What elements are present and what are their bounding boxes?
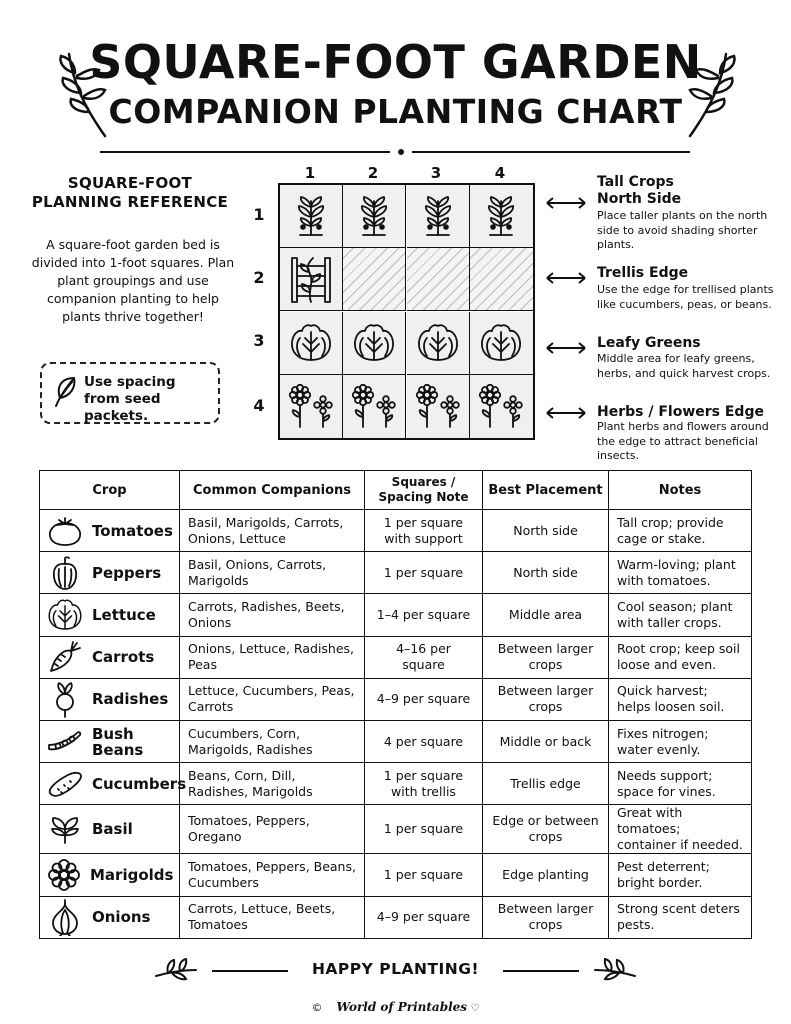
double-arrow-icon: [545, 407, 587, 419]
crop-name: Lettuce: [92, 605, 156, 624]
table-row: [40, 636, 752, 678]
grid-cell: [470, 312, 533, 375]
double-arrow-icon: [545, 272, 587, 284]
column-header: Notes: [609, 471, 752, 510]
zone-title: Trellis Edge: [597, 265, 689, 281]
leaf-icon: [52, 374, 78, 408]
table-row: [40, 552, 752, 594]
spacing-cell: 1 per square with support: [365, 510, 483, 552]
crop-name: Basil: [92, 820, 133, 839]
table-row: [40, 720, 752, 762]
footer-divider: [503, 970, 579, 972]
grid-cell: [280, 185, 343, 248]
companions-cell: Basil, Marigolds, Carrots, Onions, Lettuce: [180, 510, 365, 552]
crop-cell: [40, 854, 180, 896]
grid-cell: [470, 185, 533, 248]
grid-row-label: 4: [253, 396, 265, 415]
header-divider: [100, 151, 390, 153]
crop-cell: [40, 594, 180, 636]
page-subtitle: COMPANION PLANTING CHART: [108, 92, 683, 131]
zone-description: Plant herbs and flowers around the edge to attract beneficial insects.: [597, 420, 769, 462]
crop-cell: [40, 720, 180, 762]
tomato-plant-icon: [292, 193, 330, 239]
spacing-cell: 4 per square: [365, 720, 483, 762]
companions-cell: Basil, Onions, Carrots, Marigolds: [180, 552, 365, 594]
tomato-plant-icon: [482, 193, 520, 239]
crop-name: Bush Beans: [92, 724, 144, 759]
grid-cell: [343, 185, 406, 248]
double-arrow-icon: [545, 342, 587, 354]
grid-cell: [407, 248, 470, 311]
zone-title: Tall Crops North Side: [597, 174, 682, 207]
placement-cell: Between larger crops: [483, 678, 609, 720]
crop-name: Radishes: [92, 690, 169, 709]
tomato-icon: [46, 514, 84, 548]
placement-cell: Between larger crops: [483, 896, 609, 938]
header-divider-dot: [398, 149, 404, 155]
tomato-plant-icon: [419, 193, 457, 239]
lettuce-icon: [478, 322, 524, 364]
companions-cell: Beans, Corn, Dill, Radishes, Marigolds: [180, 763, 365, 805]
crop-cell: [40, 896, 180, 938]
grid-column-label: 1: [304, 164, 316, 182]
grid-cell: [407, 375, 470, 438]
lettuce-icon: [351, 322, 397, 364]
lettuce-icon: [415, 322, 461, 364]
onion-icon: [46, 900, 84, 934]
companions-cell: Carrots, Radishes, Beets, Onions: [180, 594, 365, 636]
notes-cell: Cool season; plant with taller crops.: [609, 594, 752, 636]
zone-description: Place taller plants on the north side to avoid shading shorter plants.: [597, 209, 768, 251]
placement-cell: North side: [483, 510, 609, 552]
crop-cell: [40, 678, 180, 720]
placement-cell: Trellis edge: [483, 763, 609, 805]
spacing-cell: 4–16 per square: [365, 636, 483, 678]
notes-cell: Strong scent deters pests.: [609, 896, 752, 938]
placement-cell: Edge or between crops: [483, 805, 609, 854]
table-row: [40, 854, 752, 896]
lettuce-icon: [288, 322, 334, 364]
notes-cell: Quick harvest; helps loosen soil.: [609, 678, 752, 720]
zone-description: Use the edge for trellised plants like cucumbers, peas, or beans.: [597, 283, 774, 311]
table-row: [40, 678, 752, 720]
crop-cell: [40, 763, 187, 805]
crop-cell: [40, 636, 180, 678]
spacing-cell: 1 per square: [365, 552, 483, 594]
zone-description: Middle area for leafy greens, herbs, and quick harvest crops.: [597, 352, 771, 380]
placement-cell: Between larger crops: [483, 636, 609, 678]
placement-cell: North side: [483, 552, 609, 594]
brand-name: World of Printables: [336, 1000, 468, 1014]
table-row: [40, 594, 752, 636]
crop-name: Onions: [92, 908, 151, 927]
zone-title: Herbs / Flowers Edge: [597, 404, 764, 420]
trellis-vine-icon: [289, 254, 333, 304]
heart-icon: ♡: [470, 1003, 480, 1014]
flowers-icon: [476, 383, 526, 429]
notes-cell: Warm-loving; plant with tomatoes.: [609, 552, 752, 594]
spacing-cell: 1–4 per square: [365, 594, 483, 636]
crop-cell: [40, 805, 180, 854]
placement-cell: Edge planting: [483, 854, 609, 896]
column-header: Squares / Spacing Note: [365, 471, 483, 510]
double-arrow-icon: [545, 197, 587, 209]
right-sprig-icon: [591, 958, 639, 982]
bean-pod-icon: [46, 725, 84, 759]
crop-cell: [40, 510, 180, 552]
tip-text: Use spacing from seed packets.: [84, 374, 176, 424]
table-row: [40, 896, 752, 938]
companions-cell: Cucumbers, Corn, Marigolds, Radishes: [180, 720, 365, 762]
reference-title: SQUARE-FOOT PLANNING REFERENCE: [31, 174, 229, 211]
companion-table: [39, 470, 752, 939]
crop-name: Carrots: [92, 648, 155, 667]
grid-cell: [470, 248, 533, 311]
grid-cell: [343, 375, 406, 438]
marigold-icon: [46, 858, 82, 892]
footer-message: HAPPY PLANTING!: [311, 960, 480, 978]
lettuce-icon: [46, 598, 84, 632]
reference-body: A square-foot garden bed is divided into 1-foot squares. Plan plant groupings and use companion planting to help plants thrive together!: [31, 237, 235, 324]
spacing-cell: 1 per square: [365, 805, 483, 854]
notes-cell: Tall crop; provide cage or stake.: [609, 510, 752, 552]
grid-cell: [343, 248, 406, 311]
spacing-cell: 4–9 per square: [365, 678, 483, 720]
grid-column-label: 3: [430, 164, 442, 182]
flowers-icon: [413, 383, 463, 429]
crop-name: Cucumbers: [92, 774, 187, 793]
zone-title: Leafy Greens: [597, 335, 701, 351]
brand-credit: [0, 1000, 791, 1014]
cucumber-icon: [46, 767, 84, 801]
crop-name: Tomatoes: [92, 521, 173, 540]
grid-column-label: 4: [494, 164, 506, 182]
radish-icon: [46, 682, 84, 716]
grid-row-label: 2: [253, 268, 265, 287]
companions-cell: Carrots, Lettuce, Beets, Tomatoes: [180, 896, 365, 938]
column-header: Crop: [40, 471, 180, 510]
companions-cell: Tomatoes, Peppers, Oregano: [180, 805, 365, 854]
square-foot-grid: [278, 183, 535, 440]
table-row: [40, 805, 752, 854]
companions-cell: Tomatoes, Peppers, Beans, Cucumbers: [180, 854, 365, 896]
column-header: Common Companions: [180, 471, 365, 510]
table-row: [40, 763, 752, 805]
grid-column-label: 2: [367, 164, 379, 182]
copyright-symbol: ©: [311, 1001, 323, 1014]
companions-cell: Onions, Lettuce, Radishes, Peas: [180, 636, 365, 678]
grid-cell: [407, 312, 470, 375]
page-title: SQUARE-FOOT GARDEN: [89, 35, 702, 89]
tomato-plant-icon: [355, 193, 393, 239]
crop-name: Peppers: [92, 563, 162, 582]
grid-cell: [280, 375, 343, 438]
carrot-icon: [46, 640, 84, 674]
notes-cell: Fixes nitrogen; water evenly.: [609, 720, 752, 762]
grid-row-label: 3: [253, 331, 265, 350]
placement-cell: Middle area: [483, 594, 609, 636]
grid-row-label: 1: [253, 205, 265, 224]
notes-cell: Pest deterrent; bright border.: [609, 854, 752, 896]
flowers-icon: [286, 383, 336, 429]
grid-cell: [407, 185, 470, 248]
spacing-cell: 4–9 per square: [365, 896, 483, 938]
companions-cell: Lettuce, Cucumbers, Peas, Carrots: [180, 678, 365, 720]
pepper-icon: [46, 556, 84, 590]
table-row: [40, 510, 752, 552]
placement-cell: Middle or back: [483, 720, 609, 762]
spacing-cell: 1 per square: [365, 854, 483, 896]
grid-cell: [280, 248, 343, 311]
grid-cell: [343, 312, 406, 375]
notes-cell: Root crop; keep soil loose and even.: [609, 636, 752, 678]
column-header: Best Placement: [483, 471, 609, 510]
notes-cell: Needs support; space for vines.: [609, 763, 752, 805]
crop-name: Marigolds: [90, 865, 174, 884]
flowers-icon: [349, 383, 399, 429]
spacing-cell: 1 per square with trellis: [365, 763, 483, 805]
grid-cell: [470, 375, 533, 438]
crop-cell: [40, 552, 180, 594]
basil-icon: [46, 812, 84, 846]
notes-cell: Great with tomatoes; container if needed.: [609, 805, 752, 854]
header-divider: [412, 151, 690, 153]
grid-cell: [280, 312, 343, 375]
